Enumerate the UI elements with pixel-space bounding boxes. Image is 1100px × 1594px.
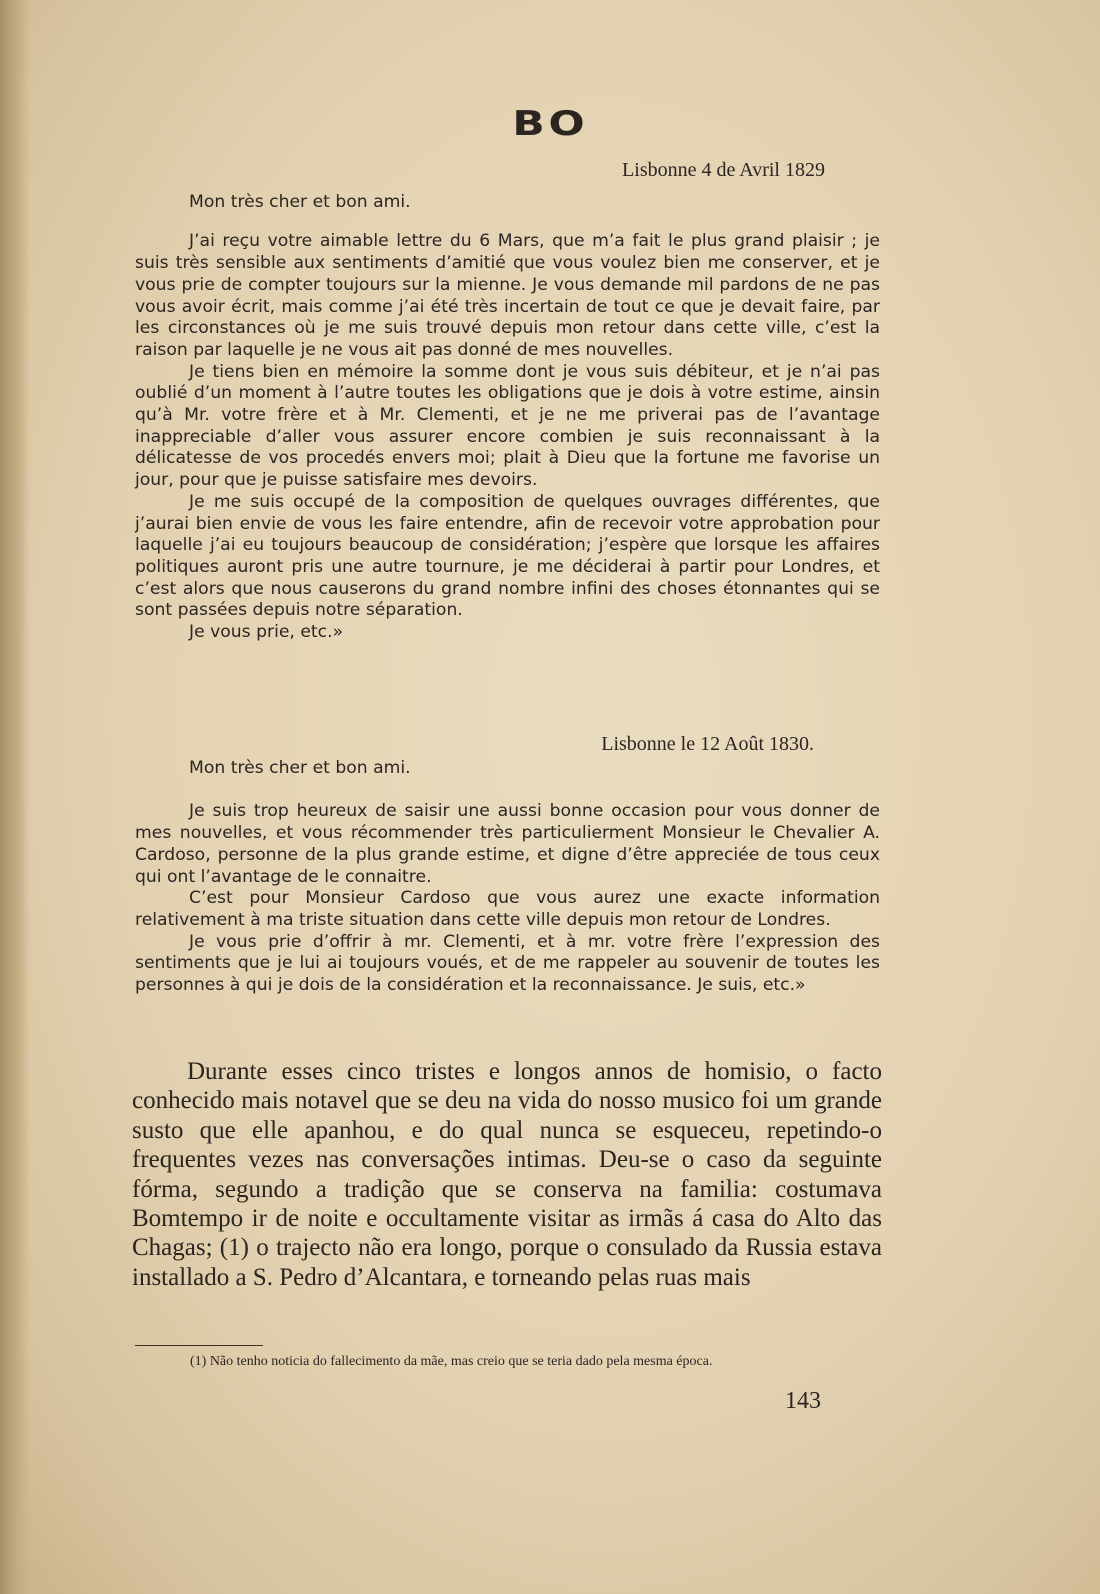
- letter-1: [135, 160, 880, 644]
- narrative-text-end: o trajecto não era longo, porque o consulado da Russia estava installado a S. Pedro d’Alcantara, e torneando pelas ruas mais: [132, 1234, 882, 1291]
- letter-1-paragraph-1: J’ai reçu votre aimable lettre du 6 Mars, que m’a fait le plus grand plaisir ; je suis très sensible aux sentiments d’amitié que vous voulez bien me conserver, et je vous prie de compter toujours sur la mienne. Je vous demande mil pardons de ne pas vous avoir écrit, mais comme j’ai été très incertain de tout ce que je devait faire, par les circonstances où je me suis trouvé depuis mon retour dans cette ville, c’est la raison par laquelle je ne vous ait pas donné de mes nouvelles.: [135, 231, 880, 360]
- running-header: [0, 104, 1100, 144]
- letter-1-closing: Je vous prie, etc.»: [189, 622, 344, 643]
- letter-2-salutation: Mon très cher et bon ami.: [189, 757, 411, 778]
- narrative-paragraph: [132, 1057, 882, 1292]
- page-number: 143: [785, 1388, 821, 1414]
- footnote-rule: [135, 1345, 263, 1346]
- letter-2-paragraph-3: Je vous prie d’offrir à mr. Clementi, et à mr. votre frère l’expression des sentiments que je lui ai toujours voués, et de me rappeler au souvenir de toutes les personnes à qui je dois de la considération et la reconnaissance. Je suis, etc.»: [135, 931, 880, 996]
- letter-1-paragraph-3: Je me suis occupé de la composition de quelques ouvrages différentes, que j’aurai bien envie de vous les faire entendre, afin de recevoir votre approbation pour laquelle j’ai eu toujours beaucoup de considération; j’espère que lorsque les affaires politiques auront pris une autre tournure, je me déciderai à partir pour Londres, et c’est alors que nous causerons du grand nombre infini des choses étonnantes qui se sont passées depuis notre séparation.: [135, 491, 880, 621]
- letter-1-paragraph-2: Je tiens bien en mémoire la somme dont je vous suis débiteur, et je n’ai pas oublié d’un moment à l’autre toutes les obligations que je dois à votre estime, ainsin qu’à Mr. votre frère et à Mr. Clementi, et je ne me priverai pas de l’avantage inappreciable d’aller vous assurer encore combien je suis reconnaissant à la délicatesse de vos procedés envers moi; plait à Dieu que la fortune me favorise un jour, pour que je puisse satisfaire mes devoirs.: [135, 361, 880, 491]
- letter-2-paragraph-2: C’est pour Monsieur Cardoso que vous aurez une exacte information relativement à ma triste situation dans cette ville depuis mon retour de Londres.: [135, 888, 880, 930]
- letter-1-dateline: Lisbonne 4 de Avril 1829: [622, 159, 825, 181]
- footnote-reference: (1): [219, 1234, 249, 1262]
- letter-2-paragraph-1: Je suis trop heureux de saisir une aussi bonne occasion pour vous donner de mes nouvelles, et vous récommender très particulierment Monsieur le Chevalier A. Cardoso, personne de la plus grande estime, et digne d’être appreciée de tous ceux qui ont l’avantage de le connaitre.: [135, 801, 880, 887]
- page-edge-shadow: [0, 0, 30, 1594]
- narrative-text-start: Durante esses cinco tristes e longos annos de homisio, o facto conhecido mais notavel que se deu na vida do nosso musico foi um grande susto que elle apanhou, e do qual nunca se esqueceu, repetindo-o frequentes vezes nas conversações intimas. Deu-se o caso da seguinte fórma, segundo a tradição que se conserva na familia: costumava Bomtempo ir de noite e occultamente visitar as irmãs á casa do Alto das Chagas;: [132, 1058, 882, 1262]
- letter-2-dateline: Lisbonne le 12 Août 1830.: [601, 733, 814, 755]
- footnote: (1) Não tenho noticia do fallecimento da mãe, mas creio que se teria dado pela mesma época.: [190, 1354, 713, 1369]
- letter-2: [135, 734, 880, 997]
- letter-1-salutation: Mon très cher et bon ami.: [189, 191, 411, 212]
- header-mark: BO: [511, 104, 589, 144]
